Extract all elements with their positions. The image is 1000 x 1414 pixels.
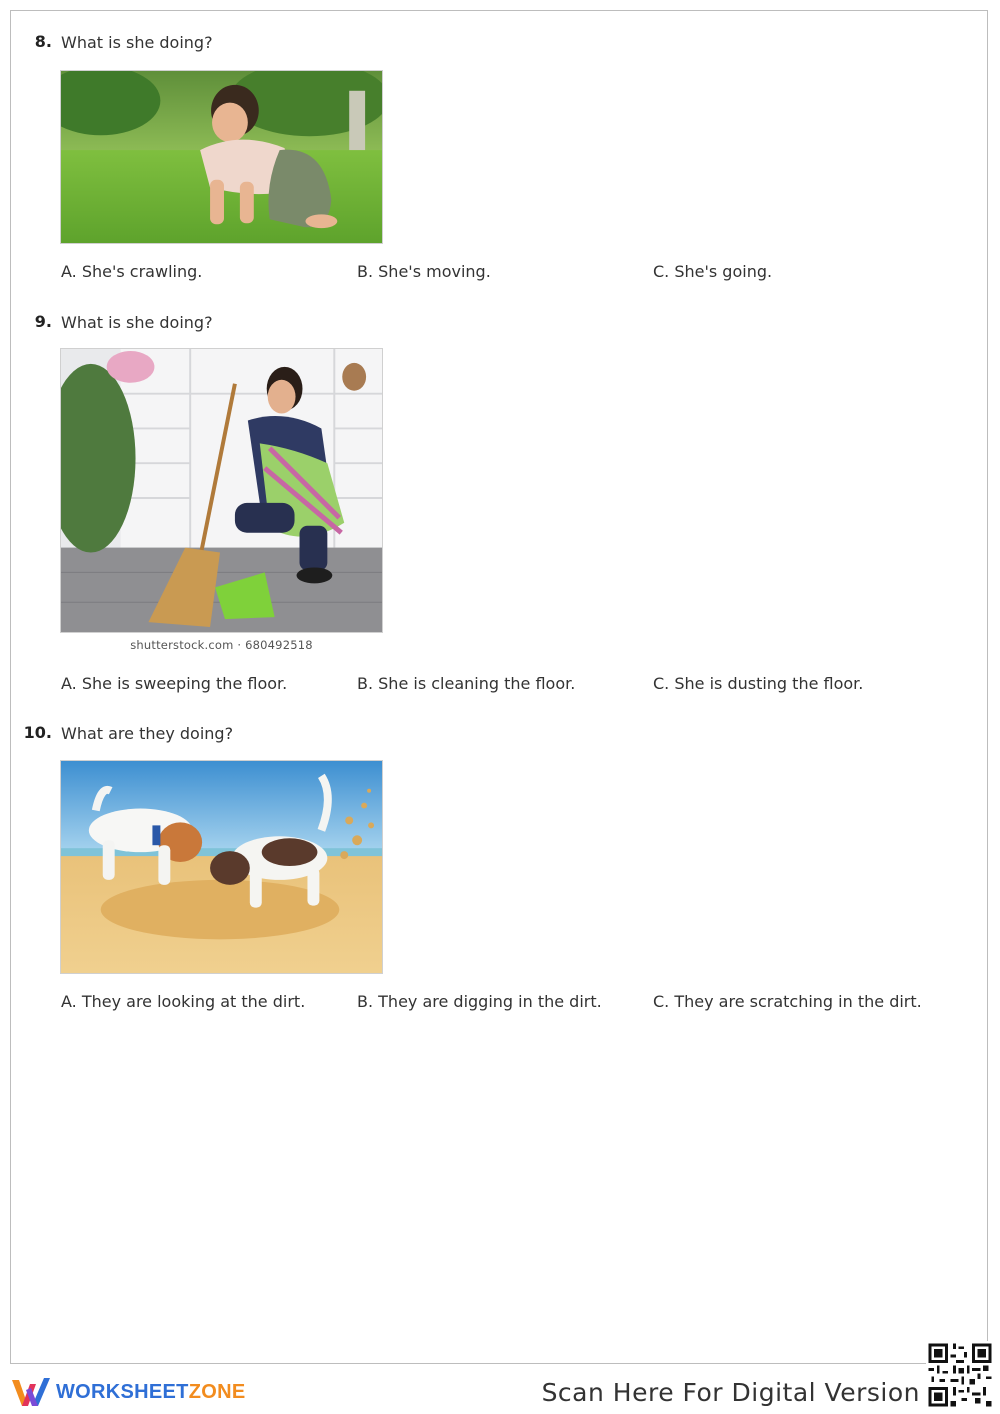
question-prompt: What is she doing? bbox=[61, 33, 213, 52]
dogs-digging-image bbox=[60, 760, 383, 974]
question-number: 10. bbox=[23, 723, 52, 742]
qr-code-icon[interactable] bbox=[926, 1341, 994, 1409]
question-prompt: What are they doing? bbox=[61, 724, 234, 743]
question-prompt: What is she doing? bbox=[61, 313, 213, 332]
worksheetzone-logo-icon bbox=[10, 1376, 52, 1410]
image-credit: shutterstock.com · 680492518 bbox=[130, 638, 313, 652]
option-b[interactable]: B. She is cleaning the floor. bbox=[357, 674, 576, 693]
option-c[interactable]: C. They are scratching in the dirt. bbox=[653, 992, 922, 1011]
option-c[interactable]: C. She's going. bbox=[653, 262, 773, 281]
option-a[interactable]: A. They are looking at the dirt. bbox=[61, 992, 306, 1011]
scan-instruction: Scan Here For Digital Version bbox=[541, 1378, 920, 1407]
question-number: 9. bbox=[34, 312, 52, 331]
option-c[interactable]: C. She is dusting the floor. bbox=[653, 674, 864, 693]
baby-crawling-image bbox=[60, 70, 383, 244]
brand-name bbox=[56, 1381, 245, 1404]
question-number: 8. bbox=[34, 32, 52, 51]
option-a[interactable]: A. She is sweeping the floor. bbox=[61, 674, 288, 693]
option-a[interactable]: A. She's crawling. bbox=[61, 262, 203, 281]
brand-name-part1: WORKSHEET bbox=[56, 1381, 189, 1403]
worksheetzone-logo[interactable] bbox=[10, 1376, 270, 1410]
option-b[interactable]: B. She's moving. bbox=[357, 262, 491, 281]
brand-name-part2: ZONE bbox=[188, 1381, 246, 1403]
woman-sweeping-image bbox=[60, 348, 383, 633]
option-b[interactable]: B. They are digging in the dirt. bbox=[357, 992, 602, 1011]
